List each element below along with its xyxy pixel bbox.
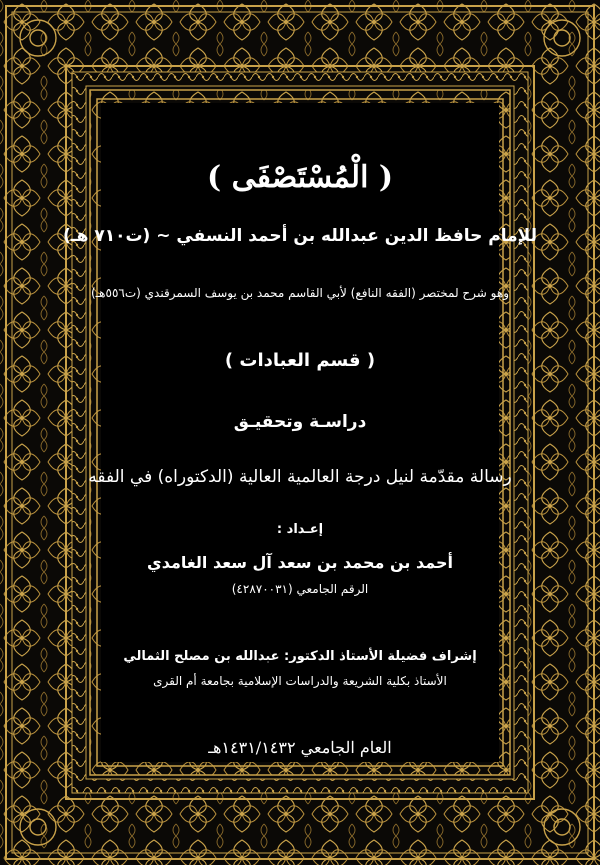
book-title: ( الْمُسْتَصْفَى ) [206, 160, 394, 195]
researcher-name: أحمد بن محمد بن سعد آل سعد الغامدي [147, 553, 453, 572]
author-line: للإمام حافظ الدين عبدالله بن أحمد النسفي ~ (ت٧١٠ هـ) [63, 226, 537, 246]
university-id: الرقم الجامعي (٤٢٨٧٠٠٣١) [231, 582, 369, 596]
academic-year: العام الجامعي ١٤٣١/١٤٣٢هـ [208, 738, 392, 757]
section-title: ( قسم العبادات ) [224, 350, 376, 371]
supervisor-line: إشراف فضيلة الأستاذ الدكتور: عبدالله بن مصلح الثمالي [123, 649, 477, 664]
study-label: دراسـة وتحقيـق [233, 412, 367, 432]
thesis-statement: رسالة مقدّمة لنيل درجة العالمية العالية (الدكتوراه) في الفقه [88, 467, 512, 487]
commentary-line: وهو شرح لمختصر (الفقه النافع) لأبي القاسم محمد بن يوسف السمرقندي (ت٥٥٦هـ) [90, 286, 509, 300]
supervisor-title: الأستاذ بكلية الشريعة والدراسات الإسلامية بجامعة أم القرى [153, 674, 447, 688]
prepared-by-label: إعـداد : [276, 522, 324, 537]
